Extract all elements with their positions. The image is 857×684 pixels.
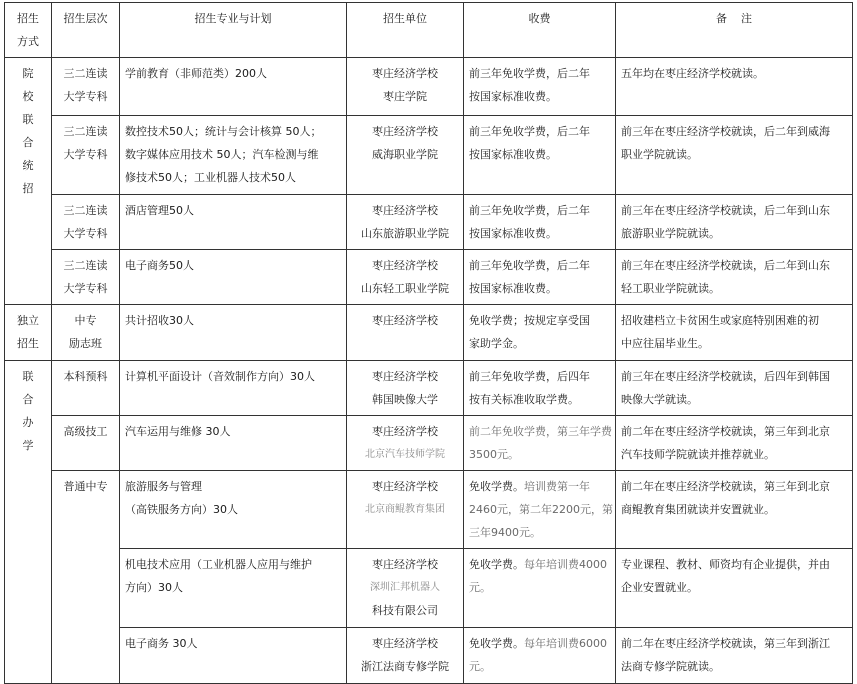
level-cell: 三二连读 大学专科 [52,116,120,195]
remark-cell: 前三年在枣庄经济学校就读，后二年到山东 轻工职业学院就读。 [616,250,853,305]
table-row [5,305,853,361]
table-row [5,250,853,305]
school-cell: 枣庄经济学校 深圳汇邦机器人 科技有限公司 [347,549,464,628]
major-cell: 酒店管理50人 [120,195,347,250]
remark-cell: 前三年在枣庄经济学校就读，后二年到威海 职业学院就读。 [616,116,853,195]
fee-cell: 前三年免收学费，后二年 按国家标准收费。 [464,250,616,305]
table-row [5,195,853,250]
major-cell: 电子商务 30人 [120,628,347,684]
level-cell: 三二连读 大学专科 [52,250,120,305]
header-fee: 收费 [464,3,616,58]
table-row [5,628,853,684]
school-cell: 枣庄经济学校 北京汽车技师学院 [347,416,464,471]
group-independent-enrollment: 独立 招生 [5,305,52,361]
level-cell: 中专 励志班 [52,305,120,361]
table-row [5,361,853,416]
header-major: 招生专业与计划 [120,3,347,58]
remark-cell: 前三年在枣庄经济学校就读，后四年到韩国 映像大学就读。 [616,361,853,416]
level-cell: 高级技工 [52,416,120,471]
level-cell: 普通中专 [52,471,120,684]
remark-cell: 前二年在枣庄经济学校就读，第三年到北京 商鲲教育集团就读并安置就业。 [616,471,853,549]
major-cell: 旅游服务与管理 （高铁服务方向）30人 [120,471,347,549]
table-header-row [5,3,853,58]
remark-cell: 招收建档立卡贫困生或家庭特别困难的初 中应往届毕业生。 [616,305,853,361]
fee-cell: 免收学费。每年培训费4000 元。 [464,549,616,628]
group-joint-enrollment: 院 校 联 合 统 招 [5,58,52,305]
table-row [5,116,853,195]
fee-cell: 前三年免收学费，后二年 按国家标准收费。 [464,58,616,116]
school-cell: 枣庄经济学校 山东旅游职业学院 [347,195,464,250]
major-cell: 电子商务50人 [120,250,347,305]
major-cell: 汽车运用与维修 30人 [120,416,347,471]
major-cell: 共计招收30人 [120,305,347,361]
school-cell: 枣庄经济学校 韩国映像大学 [347,361,464,416]
remark-cell: 前三年在枣庄经济学校就读，后二年到山东 旅游职业学院就读。 [616,195,853,250]
table-row [5,471,853,549]
fee-cell: 前三年免收学费，后四年 按有关标准收取学费。 [464,361,616,416]
school-cell: 枣庄经济学校 [347,305,464,361]
level-cell: 三二连读 大学专科 [52,195,120,250]
major-cell: 机电技术应用（工业机器人应用与维护 方向）30人 [120,549,347,628]
remark-cell: 前二年在枣庄经济学校就读，第三年到北京 汽车技师学院就读并推荐就业。 [616,416,853,471]
school-cell: 枣庄经济学校 枣庄学院 [347,58,464,116]
table-row [5,58,853,116]
remark-cell: 前二年在枣庄经济学校就读，第三年到浙江 法商专修学院就读。 [616,628,853,684]
school-cell: 枣庄经济学校 浙江法商专修学院 [347,628,464,684]
table-row [5,549,853,628]
header-remark: 备 注 [616,3,853,58]
major-cell: 学前教育（非师范类）200人 [120,58,347,116]
fee-cell: 前三年免收学费，后二年 按国家标准收费。 [464,116,616,195]
header-method: 招生 方式 [5,3,52,58]
school-cell: 枣庄经济学校 山东轻工职业学院 [347,250,464,305]
school-cell: 枣庄经济学校 北京商鲲教育集团 [347,471,464,549]
fee-cell: 免收学费。每年培训费6000 元。 [464,628,616,684]
school-cell: 枣庄经济学校 威海职业学院 [347,116,464,195]
header-school: 招生单位 [347,3,464,58]
fee-cell: 前三年免收学费，后二年 按国家标准收费。 [464,195,616,250]
fee-cell: 前二年免收学费，第三年学费 3500元。 [464,416,616,471]
remark-cell: 专业课程、教材、师资均有企业提供，并由 企业安置就业。 [616,549,853,628]
major-cell: 计算机平面设计（音效制作方向）30人 [120,361,347,416]
level-cell: 本科预科 [52,361,120,416]
group-joint-school: 联 合 办 学 [5,361,52,684]
level-cell: 三二连读 大学专科 [52,58,120,116]
enrollment-table [4,2,853,684]
fee-cell: 免收学费。培训费第一年 2460元，第二年2200元，第 三年9400元。 [464,471,616,549]
table-row [5,416,853,471]
fee-cell: 免收学费；按规定享受国 家助学金。 [464,305,616,361]
remark-cell: 五年均在枣庄经济学校就读。 [616,58,853,116]
major-cell: 数控技术50人；统计与会计核算 50人； 数字媒体应用技术 50人；汽车检测与维 修技术50人；工业机器人技术50人 [120,116,347,195]
header-level: 招生层次 [52,3,120,58]
